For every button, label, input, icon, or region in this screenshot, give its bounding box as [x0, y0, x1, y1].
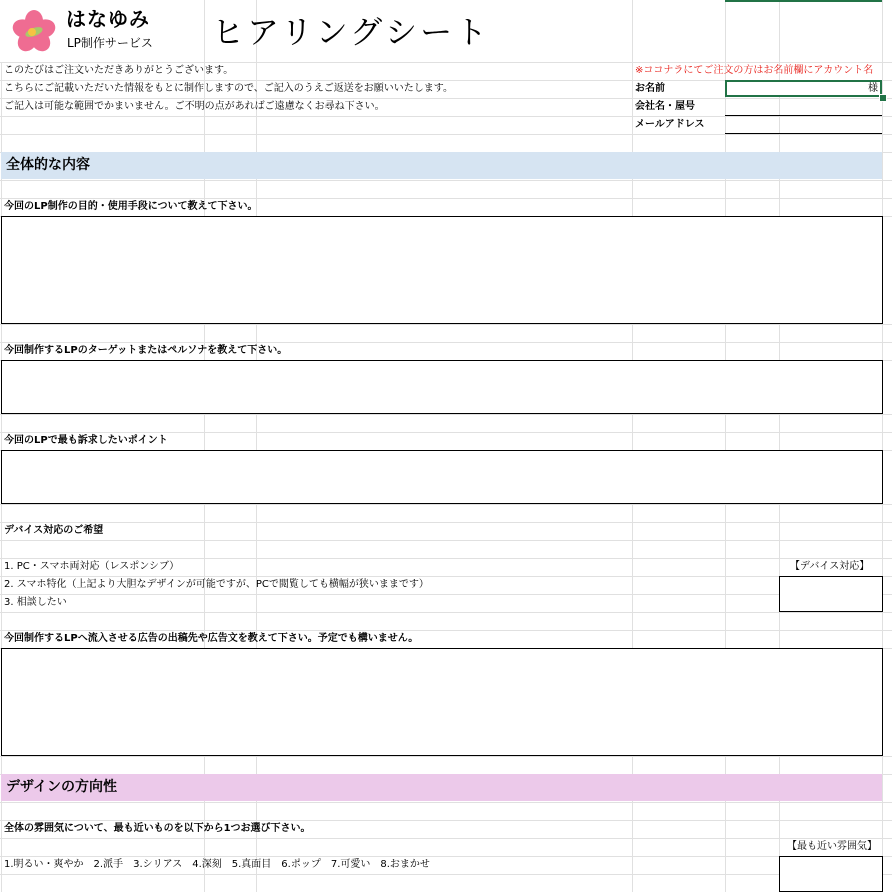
- question-purpose: 今回のLP制作の目的・使用手段について教えて下さい。: [4, 201, 258, 212]
- grid-row-line: [0, 522, 892, 523]
- atmosphere-options: 1.明るい・爽やか 2.派手 3.シリアス 4.深刻 5.真面目 6.ポップ 7.可愛い 8.おまかせ: [4, 859, 430, 870]
- device-option-2: 2. スマホ特化（上記より大胆なデザインが可能ですが、PCで閲覧しても横幅が狭いままです）: [4, 579, 429, 590]
- device-option-1: 1. PC・スマホ両対応（レスポンシブ）: [4, 561, 180, 572]
- company-label: 会社名・屋号: [635, 101, 695, 112]
- grid-row-line: [0, 540, 892, 541]
- device-box-label: 【デバイス対応】: [790, 561, 870, 572]
- answer-box-ads[interactable]: [1, 648, 883, 756]
- device-choice-box[interactable]: [779, 576, 883, 612]
- intro-line-2: こちらにご記載いただいた情報をもとに制作しますので、ご記入のうえご返送をお願いいたします。: [4, 83, 453, 94]
- device-option-3: 3. 相談したい: [4, 597, 67, 608]
- email-field-underline: [725, 133, 882, 134]
- answer-box-purpose[interactable]: [1, 216, 883, 324]
- grid-row-line: [0, 504, 892, 505]
- question-ads: 今回制作するLPへ流入させる広告の出稿先や広告文を教えて下さい。予定でも構いません。: [4, 633, 419, 644]
- company-field[interactable]: [725, 98, 882, 115]
- notice-cell: [632, 62, 892, 80]
- grid-row-line: [0, 612, 892, 613]
- name-label: お名前: [635, 83, 665, 94]
- answer-box-point[interactable]: [1, 450, 883, 504]
- flower-icon: [4, 10, 64, 54]
- grid-row-line: [0, 324, 892, 325]
- answer-box-target[interactable]: [1, 360, 883, 414]
- grid-row-line: [0, 180, 892, 181]
- grid-row-line: [0, 414, 892, 415]
- logo-subtitle: LP制作サービス: [67, 36, 153, 50]
- grid-row-line: [0, 802, 892, 803]
- atmosphere-box-label: 【最も近い雰囲気】: [787, 841, 877, 852]
- grid-row-line: [0, 838, 892, 839]
- question-atmosphere: 全体の雰囲気について、最も近いものを以下から1つお選び下さい。: [4, 823, 311, 834]
- email-label: メールアドレス: [635, 119, 705, 130]
- atmosphere-choice-box[interactable]: [779, 856, 883, 892]
- name-suffix: 様: [868, 83, 878, 94]
- page-title: ヒアリングシート: [212, 13, 491, 51]
- question-device: デバイス対応のご希望: [4, 525, 104, 536]
- name-field[interactable]: [725, 80, 882, 97]
- question-point: 今回のLPで最も訴求したいポイント: [4, 435, 168, 446]
- logo: [0, 0, 204, 62]
- email-field[interactable]: [725, 116, 882, 133]
- grid-row-line: [0, 756, 892, 757]
- grid-row-line: [0, 874, 892, 875]
- logo-text: はなゆみ: [66, 7, 150, 31]
- notice-text: ※ココナラにてご注文の方はお名前欄にアカウント名: [635, 65, 874, 76]
- intro-line-1: このたびはご注文いただきありがとうございます。: [4, 65, 234, 76]
- intro-line-3: ご記入は可能な範囲でかまいません。ご不明の点があればご遠慮なくお尋ね下さい。: [4, 101, 385, 112]
- selection-column-marker: [725, 0, 882, 2]
- grid-row-line: [0, 134, 892, 135]
- section-header-overall: 全体的な内容: [1, 152, 882, 179]
- grid-row-line: [0, 594, 892, 595]
- question-target: 今回制作するLPのターゲットまたはペルソナを教えて下さい。: [4, 345, 288, 356]
- section-header-design: デザインの方向性: [1, 774, 882, 801]
